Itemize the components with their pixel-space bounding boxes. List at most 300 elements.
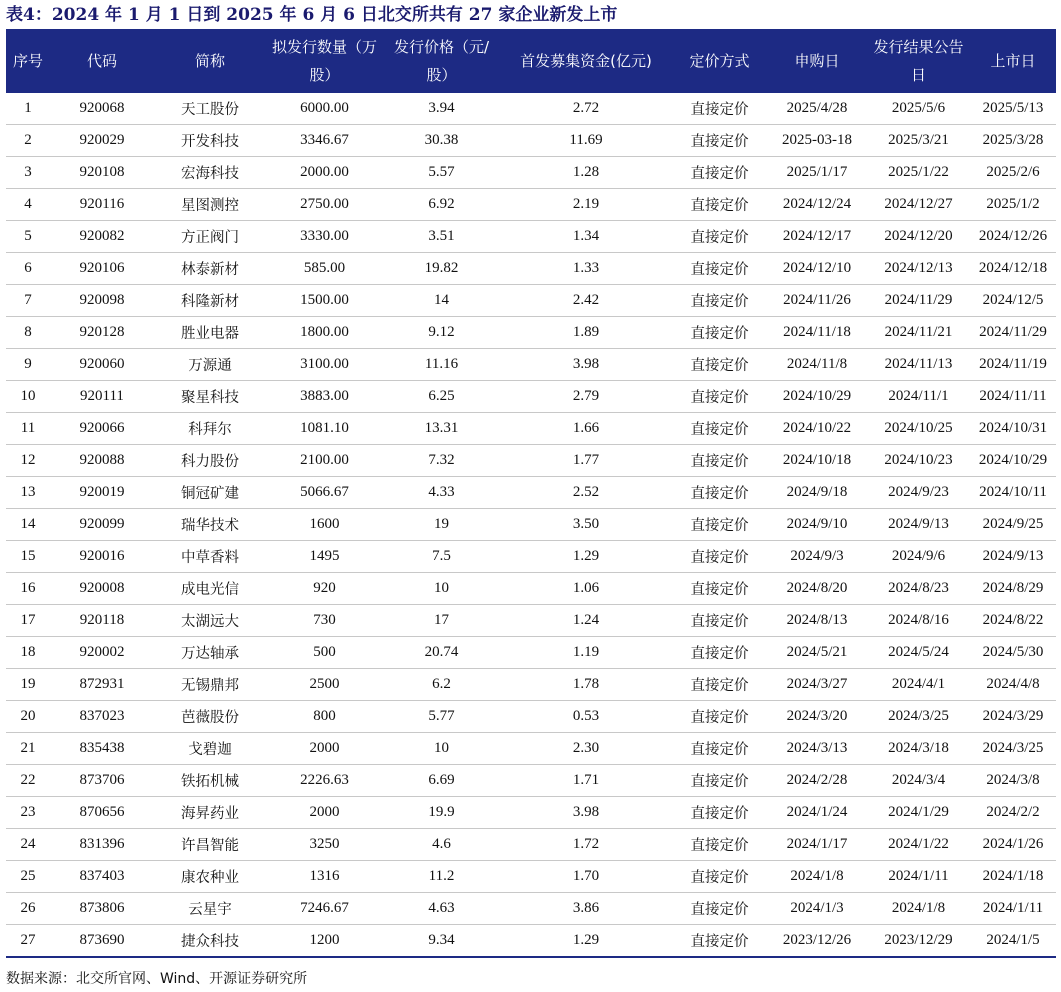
cell-subscription-date: 2024/11/18 — [767, 317, 867, 349]
cell-name: 海昇药业 — [154, 797, 266, 829]
cell-proceeds: 1.78 — [500, 669, 672, 701]
cell-shares: 3100.00 — [266, 349, 383, 381]
cell-subscription-date: 2024/1/17 — [767, 829, 867, 861]
cell-subscription-date: 2024/3/27 — [767, 669, 867, 701]
cell-result-date: 2024/1/11 — [867, 861, 970, 893]
cell-pricing-method: 直接定价 — [672, 925, 767, 958]
cell-seq: 25 — [6, 861, 50, 893]
cell-shares: 2750.00 — [266, 189, 383, 221]
cell-code: 920029 — [50, 125, 154, 157]
cell-name: 捷众科技 — [154, 925, 266, 958]
cell-proceeds: 1.24 — [500, 605, 672, 637]
cell-code: 920068 — [50, 93, 154, 125]
cell-pricing-method: 直接定价 — [672, 317, 767, 349]
table-row — [6, 733, 1056, 765]
cell-seq: 5 — [6, 221, 50, 253]
cell-proceeds: 1.33 — [500, 253, 672, 285]
cell-listing-date: 2024/11/29 — [970, 317, 1056, 349]
cell-subscription-date: 2024/5/21 — [767, 637, 867, 669]
cell-subscription-date: 2024/12/24 — [767, 189, 867, 221]
cell-proceeds: 11.69 — [500, 125, 672, 157]
cell-pricing-method: 直接定价 — [672, 765, 767, 797]
table-row — [6, 221, 1056, 253]
cell-seq: 12 — [6, 445, 50, 477]
cell-seq: 22 — [6, 765, 50, 797]
header-col-code: 代码 — [50, 29, 154, 93]
cell-proceeds: 2.42 — [500, 285, 672, 317]
cell-listing-date: 2024/2/2 — [970, 797, 1056, 829]
cell-seq: 3 — [6, 157, 50, 189]
cell-listing-date: 2024/10/29 — [970, 445, 1056, 477]
cell-seq: 27 — [6, 925, 50, 958]
cell-price: 13.31 — [383, 413, 500, 445]
cell-result-date: 2024/9/23 — [867, 477, 970, 509]
cell-listing-date: 2025/2/6 — [970, 157, 1056, 189]
cell-result-date: 2024/8/16 — [867, 605, 970, 637]
cell-listing-date: 2024/1/11 — [970, 893, 1056, 925]
cell-name: 铁拓机械 — [154, 765, 266, 797]
cell-shares: 2100.00 — [266, 445, 383, 477]
cell-code: 920019 — [50, 477, 154, 509]
cell-subscription-date: 2024/3/20 — [767, 701, 867, 733]
cell-name: 方正阀门 — [154, 221, 266, 253]
cell-proceeds: 3.98 — [500, 797, 672, 829]
cell-seq: 11 — [6, 413, 50, 445]
cell-result-date: 2024/5/24 — [867, 637, 970, 669]
cell-proceeds: 1.66 — [500, 413, 672, 445]
cell-shares: 2226.63 — [266, 765, 383, 797]
cell-code: 870656 — [50, 797, 154, 829]
cell-pricing-method: 直接定价 — [672, 93, 767, 125]
cell-pricing-method: 直接定价 — [672, 125, 767, 157]
cell-price: 4.33 — [383, 477, 500, 509]
cell-name: 许昌智能 — [154, 829, 266, 861]
cell-price: 30.38 — [383, 125, 500, 157]
cell-seq: 21 — [6, 733, 50, 765]
cell-name: 万源通 — [154, 349, 266, 381]
cell-result-date: 2024/3/4 — [867, 765, 970, 797]
table-row — [6, 797, 1056, 829]
cell-price: 6.2 — [383, 669, 500, 701]
table-row — [6, 477, 1056, 509]
cell-listing-date: 2024/3/29 — [970, 701, 1056, 733]
cell-result-date: 2023/12/29 — [867, 925, 970, 958]
cell-pricing-method: 直接定价 — [672, 733, 767, 765]
cell-proceeds: 2.72 — [500, 93, 672, 125]
cell-seq: 23 — [6, 797, 50, 829]
cell-price: 17 — [383, 605, 500, 637]
cell-shares: 585.00 — [266, 253, 383, 285]
cell-name: 天工股份 — [154, 93, 266, 125]
table-row — [6, 413, 1056, 445]
cell-price: 4.63 — [383, 893, 500, 925]
cell-seq: 10 — [6, 381, 50, 413]
cell-proceeds: 1.29 — [500, 925, 672, 958]
cell-code: 920108 — [50, 157, 154, 189]
cell-subscription-date: 2024/9/3 — [767, 541, 867, 573]
cell-listing-date: 2024/5/30 — [970, 637, 1056, 669]
cell-result-date: 2024/11/13 — [867, 349, 970, 381]
cell-pricing-method: 直接定价 — [672, 189, 767, 221]
cell-subscription-date: 2024/11/8 — [767, 349, 867, 381]
cell-pricing-method: 直接定价 — [672, 253, 767, 285]
cell-name: 聚星科技 — [154, 381, 266, 413]
cell-result-date: 2024/3/25 — [867, 701, 970, 733]
cell-price: 5.77 — [383, 701, 500, 733]
cell-name: 林泰新材 — [154, 253, 266, 285]
table-row — [6, 669, 1056, 701]
cell-result-date: 2024/10/23 — [867, 445, 970, 477]
cell-seq: 17 — [6, 605, 50, 637]
cell-price: 14 — [383, 285, 500, 317]
cell-result-date: 2024/8/23 — [867, 573, 970, 605]
cell-pricing-method: 直接定价 — [672, 797, 767, 829]
cell-shares: 920 — [266, 573, 383, 605]
cell-seq: 2 — [6, 125, 50, 157]
cell-code: 920098 — [50, 285, 154, 317]
cell-name: 科力股份 — [154, 445, 266, 477]
cell-name: 宏海科技 — [154, 157, 266, 189]
table-header — [6, 29, 1056, 93]
cell-listing-date: 2024/1/18 — [970, 861, 1056, 893]
cell-shares: 7246.67 — [266, 893, 383, 925]
table-row — [6, 509, 1056, 541]
cell-result-date: 2024/11/1 — [867, 381, 970, 413]
cell-name: 成电光信 — [154, 573, 266, 605]
cell-shares: 6000.00 — [266, 93, 383, 125]
cell-code: 873706 — [50, 765, 154, 797]
cell-pricing-method: 直接定价 — [672, 413, 767, 445]
cell-proceeds: 1.71 — [500, 765, 672, 797]
cell-result-date: 2024/12/13 — [867, 253, 970, 285]
cell-listing-date: 2025/5/13 — [970, 93, 1056, 125]
cell-code: 872931 — [50, 669, 154, 701]
cell-result-date: 2024/1/29 — [867, 797, 970, 829]
cell-seq: 1 — [6, 93, 50, 125]
cell-subscription-date: 2024/12/10 — [767, 253, 867, 285]
cell-shares: 3346.67 — [266, 125, 383, 157]
cell-code: 920082 — [50, 221, 154, 253]
cell-price: 5.57 — [383, 157, 500, 189]
cell-shares: 2000 — [266, 797, 383, 829]
cell-shares: 800 — [266, 701, 383, 733]
cell-proceeds: 2.30 — [500, 733, 672, 765]
cell-result-date: 2025/1/22 — [867, 157, 970, 189]
cell-shares: 2000 — [266, 733, 383, 765]
cell-name: 戈碧迦 — [154, 733, 266, 765]
cell-pricing-method: 直接定价 — [672, 861, 767, 893]
cell-price: 10 — [383, 733, 500, 765]
cell-pricing-method: 直接定价 — [672, 829, 767, 861]
cell-proceeds: 2.19 — [500, 189, 672, 221]
cell-proceeds: 1.70 — [500, 861, 672, 893]
cell-seq: 15 — [6, 541, 50, 573]
header-col-listing-date: 上市日 — [970, 29, 1056, 93]
cell-price: 6.69 — [383, 765, 500, 797]
cell-seq: 13 — [6, 477, 50, 509]
cell-price: 9.12 — [383, 317, 500, 349]
cell-pricing-method: 直接定价 — [672, 893, 767, 925]
cell-name: 星图测控 — [154, 189, 266, 221]
table-title: 表4：2024 年 1 月 1 日到 2025 年 6 月 6 日北交所共有 27 家企业新发上市 — [6, 5, 618, 25]
cell-listing-date: 2024/11/11 — [970, 381, 1056, 413]
table-row — [6, 189, 1056, 221]
cell-shares: 1800.00 — [266, 317, 383, 349]
cell-code: 831396 — [50, 829, 154, 861]
cell-code: 920008 — [50, 573, 154, 605]
cell-price: 3.94 — [383, 93, 500, 125]
cell-listing-date: 2024/11/19 — [970, 349, 1056, 381]
cell-name: 开发科技 — [154, 125, 266, 157]
cell-seq: 26 — [6, 893, 50, 925]
cell-code: 837023 — [50, 701, 154, 733]
cell-listing-date: 2024/1/5 — [970, 925, 1056, 958]
cell-subscription-date: 2023/12/26 — [767, 925, 867, 958]
cell-listing-date: 2024/3/8 — [970, 765, 1056, 797]
cell-subscription-date: 2024/1/8 — [767, 861, 867, 893]
cell-seq: 18 — [6, 637, 50, 669]
table-row — [6, 317, 1056, 349]
table-row — [6, 349, 1056, 381]
cell-proceeds: 2.79 — [500, 381, 672, 413]
cell-name: 无锡鼎邦 — [154, 669, 266, 701]
cell-price: 19 — [383, 509, 500, 541]
cell-result-date: 2024/10/25 — [867, 413, 970, 445]
cell-shares: 1495 — [266, 541, 383, 573]
cell-seq: 9 — [6, 349, 50, 381]
cell-price: 6.25 — [383, 381, 500, 413]
cell-price: 10 — [383, 573, 500, 605]
cell-subscription-date: 2024/10/29 — [767, 381, 867, 413]
cell-pricing-method: 直接定价 — [672, 477, 767, 509]
cell-seq: 16 — [6, 573, 50, 605]
cell-listing-date: 2024/8/22 — [970, 605, 1056, 637]
cell-shares: 1316 — [266, 861, 383, 893]
cell-subscription-date: 2025-03-18 — [767, 125, 867, 157]
cell-listing-date: 2024/12/26 — [970, 221, 1056, 253]
table-row — [6, 285, 1056, 317]
cell-result-date: 2024/4/1 — [867, 669, 970, 701]
cell-name: 科隆新材 — [154, 285, 266, 317]
cell-name: 芭薇股份 — [154, 701, 266, 733]
cell-result-date: 2024/9/13 — [867, 509, 970, 541]
cell-result-date: 2024/1/8 — [867, 893, 970, 925]
cell-result-date: 2025/3/21 — [867, 125, 970, 157]
cell-code: 920016 — [50, 541, 154, 573]
cell-name: 太湖远大 — [154, 605, 266, 637]
cell-subscription-date: 2024/1/3 — [767, 893, 867, 925]
cell-listing-date: 2024/12/5 — [970, 285, 1056, 317]
cell-proceeds: 1.06 — [500, 573, 672, 605]
cell-seq: 8 — [6, 317, 50, 349]
cell-subscription-date: 2024/9/10 — [767, 509, 867, 541]
header-col-result-date: 发行结果公告日 — [867, 29, 970, 93]
cell-result-date: 2024/12/20 — [867, 221, 970, 253]
cell-name: 云星宇 — [154, 893, 266, 925]
cell-listing-date: 2024/1/26 — [970, 829, 1056, 861]
cell-listing-date: 2024/9/13 — [970, 541, 1056, 573]
cell-pricing-method: 直接定价 — [672, 605, 767, 637]
table-row — [6, 445, 1056, 477]
cell-code: 920118 — [50, 605, 154, 637]
cell-seq: 14 — [6, 509, 50, 541]
cell-subscription-date: 2024/8/13 — [767, 605, 867, 637]
cell-proceeds: 1.72 — [500, 829, 672, 861]
cell-name: 瑞华技术 — [154, 509, 266, 541]
cell-pricing-method: 直接定价 — [672, 349, 767, 381]
cell-listing-date: 2025/1/2 — [970, 189, 1056, 221]
cell-pricing-method: 直接定价 — [672, 509, 767, 541]
cell-subscription-date: 2024/9/18 — [767, 477, 867, 509]
data-source-note: 数据来源：北交所官网、Wind、开源证券研究所 — [6, 971, 308, 987]
cell-shares: 2500 — [266, 669, 383, 701]
cell-shares: 3250 — [266, 829, 383, 861]
cell-subscription-date: 2024/10/18 — [767, 445, 867, 477]
header-col-pricing-method: 定价方式 — [672, 29, 767, 93]
cell-proceeds: 1.89 — [500, 317, 672, 349]
cell-subscription-date: 2025/4/28 — [767, 93, 867, 125]
cell-pricing-method: 直接定价 — [672, 221, 767, 253]
cell-listing-date: 2024/4/8 — [970, 669, 1056, 701]
header-row — [6, 29, 1056, 93]
cell-code: 873806 — [50, 893, 154, 925]
table-row — [6, 829, 1056, 861]
cell-price: 4.6 — [383, 829, 500, 861]
cell-shares: 5066.67 — [266, 477, 383, 509]
cell-subscription-date: 2024/10/22 — [767, 413, 867, 445]
cell-result-date: 2024/3/18 — [867, 733, 970, 765]
cell-result-date: 2025/5/6 — [867, 93, 970, 125]
cell-proceeds: 1.28 — [500, 157, 672, 189]
cell-price: 7.5 — [383, 541, 500, 573]
table-row — [6, 637, 1056, 669]
cell-seq: 24 — [6, 829, 50, 861]
cell-price: 19.82 — [383, 253, 500, 285]
cell-proceeds: 1.19 — [500, 637, 672, 669]
cell-seq: 6 — [6, 253, 50, 285]
cell-result-date: 2024/9/6 — [867, 541, 970, 573]
cell-proceeds: 0.53 — [500, 701, 672, 733]
cell-price: 19.9 — [383, 797, 500, 829]
cell-result-date: 2024/1/22 — [867, 829, 970, 861]
cell-pricing-method: 直接定价 — [672, 541, 767, 573]
cell-shares: 1600 — [266, 509, 383, 541]
cell-code: 920002 — [50, 637, 154, 669]
cell-price: 3.51 — [383, 221, 500, 253]
cell-subscription-date: 2024/8/20 — [767, 573, 867, 605]
cell-shares: 1500.00 — [266, 285, 383, 317]
cell-subscription-date: 2025/1/17 — [767, 157, 867, 189]
table-row — [6, 765, 1056, 797]
table-body — [6, 93, 1056, 957]
cell-code: 920088 — [50, 445, 154, 477]
cell-price: 11.2 — [383, 861, 500, 893]
cell-result-date: 2024/11/21 — [867, 317, 970, 349]
cell-price: 6.92 — [383, 189, 500, 221]
table-row — [6, 157, 1056, 189]
cell-listing-date: 2024/10/31 — [970, 413, 1056, 445]
cell-listing-date: 2025/3/28 — [970, 125, 1056, 157]
cell-pricing-method: 直接定价 — [672, 669, 767, 701]
cell-shares: 500 — [266, 637, 383, 669]
cell-code: 920060 — [50, 349, 154, 381]
cell-pricing-method: 直接定价 — [672, 637, 767, 669]
cell-proceeds: 2.52 — [500, 477, 672, 509]
cell-shares: 3883.00 — [266, 381, 383, 413]
table-row — [6, 93, 1056, 125]
table-row — [6, 381, 1056, 413]
cell-seq: 20 — [6, 701, 50, 733]
cell-code: 920106 — [50, 253, 154, 285]
cell-name: 中草香料 — [154, 541, 266, 573]
cell-result-date: 2024/11/29 — [867, 285, 970, 317]
cell-code: 920066 — [50, 413, 154, 445]
cell-code: 920116 — [50, 189, 154, 221]
cell-proceeds: 3.50 — [500, 509, 672, 541]
cell-name: 万达轴承 — [154, 637, 266, 669]
cell-pricing-method: 直接定价 — [672, 157, 767, 189]
cell-proceeds: 1.77 — [500, 445, 672, 477]
cell-price: 20.74 — [383, 637, 500, 669]
cell-listing-date: 2024/3/25 — [970, 733, 1056, 765]
cell-name: 铜冠矿建 — [154, 477, 266, 509]
cell-subscription-date: 2024/2/28 — [767, 765, 867, 797]
header-col-price: 发行价格（元/股） — [383, 29, 500, 93]
ipo-table — [6, 29, 1056, 958]
cell-seq: 19 — [6, 669, 50, 701]
cell-code: 920099 — [50, 509, 154, 541]
header-col-proceeds: 首发募集资金(亿元) — [500, 29, 672, 93]
cell-subscription-date: 2024/1/24 — [767, 797, 867, 829]
cell-pricing-method: 直接定价 — [672, 573, 767, 605]
cell-subscription-date: 2024/11/26 — [767, 285, 867, 317]
table-row — [6, 573, 1056, 605]
cell-name: 胜业电器 — [154, 317, 266, 349]
cell-pricing-method: 直接定价 — [672, 381, 767, 413]
header-col-seq: 序号 — [6, 29, 50, 93]
cell-proceeds: 1.34 — [500, 221, 672, 253]
cell-seq: 7 — [6, 285, 50, 317]
cell-price: 11.16 — [383, 349, 500, 381]
cell-name: 科拜尔 — [154, 413, 266, 445]
cell-shares: 3330.00 — [266, 221, 383, 253]
cell-pricing-method: 直接定价 — [672, 285, 767, 317]
cell-listing-date: 2024/10/11 — [970, 477, 1056, 509]
table-row — [6, 861, 1056, 893]
table-row — [6, 253, 1056, 285]
table-row — [6, 605, 1056, 637]
cell-proceeds: 3.98 — [500, 349, 672, 381]
cell-shares: 2000.00 — [266, 157, 383, 189]
table-row — [6, 893, 1056, 925]
cell-shares: 1081.10 — [266, 413, 383, 445]
cell-listing-date: 2024/12/18 — [970, 253, 1056, 285]
cell-result-date: 2024/12/27 — [867, 189, 970, 221]
cell-code: 920111 — [50, 381, 154, 413]
table-row — [6, 925, 1056, 958]
header-col-name: 简称 — [154, 29, 266, 93]
cell-code: 920128 — [50, 317, 154, 349]
cell-shares: 1200 — [266, 925, 383, 958]
cell-subscription-date: 2024/12/17 — [767, 221, 867, 253]
table-row — [6, 125, 1056, 157]
header-col-subscription-date: 申购日 — [767, 29, 867, 93]
cell-price: 7.32 — [383, 445, 500, 477]
header-col-shares: 拟发行数量（万股） — [266, 29, 383, 93]
cell-listing-date: 2024/9/25 — [970, 509, 1056, 541]
cell-code: 837403 — [50, 861, 154, 893]
cell-shares: 730 — [266, 605, 383, 637]
